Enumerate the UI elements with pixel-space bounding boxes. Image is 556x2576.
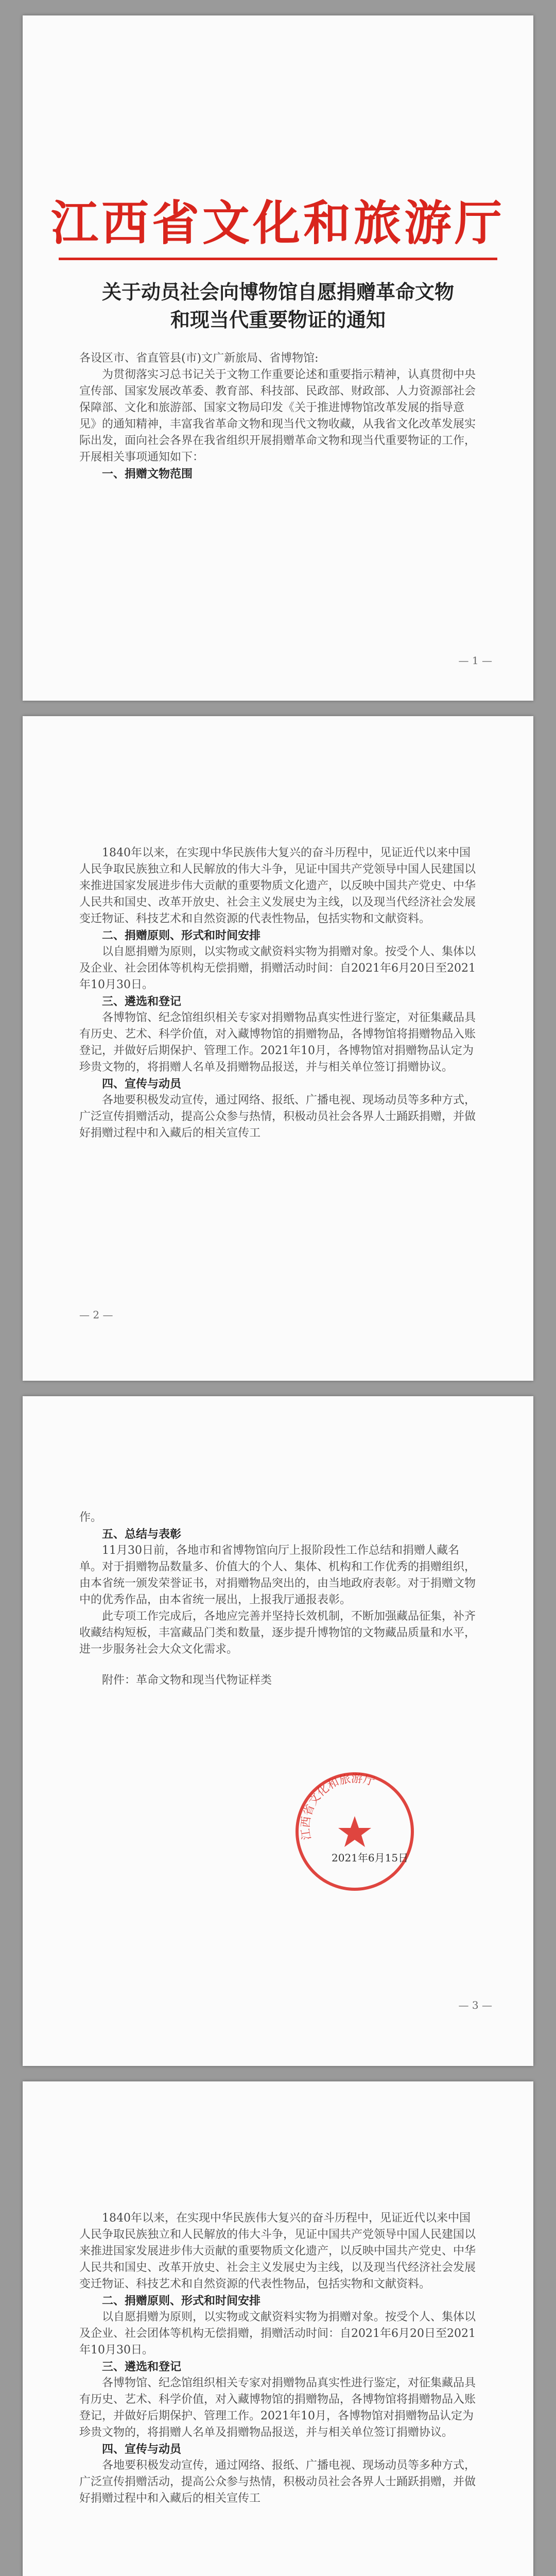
addressee-line: 各设区市、省直管县(市)文广新旅局、省博物馆: [79, 352, 319, 365]
document-page-2 [23, 716, 533, 1381]
longterm-paragraph: 此专项工作完成后，各地应完善并坚持长效机制，不断加强藏品征集，补齐收藏结构短板，丰富藏品门类和数量，逐步提升博物馆的文物藏品质量和水平，进一步服务社会大众文化需求。 [79, 1610, 476, 1656]
summary-paragraph: 11月30日前，各地市和省博物馆向厅上报阶段性工作总结和捐赠人藏名单。对于捐赠物品数量多、价值大的个人、集体、机构和工作优秀的捐赠组织，由本省统一颁发荣誉证书，对捐赠物品突出的，由当地政府表彰。对于捐赠文物中的优秀作品，由本省统一展出，上报我厅通报表彰。 [79, 1544, 476, 1606]
document-page-1 [23, 15, 533, 701]
section-2-heading: 二、捐赠原则、形式和时间安排 [102, 929, 261, 942]
principles-paragraph: 以自愿捐赠为原则，以实物或文献资料实物为捐赠对象。按受个人、集体以及企业、社会团体等机构无偿捐赠，捐赠活动时间：自2021年6月20日至2021年10月30日。 [79, 2311, 476, 2357]
section-4-heading: 四、宣传与动员 [102, 2443, 182, 2456]
page-number: — 1 — [458, 654, 492, 667]
continued-text: 作。 [79, 1511, 102, 1524]
seal-text: 江西省文化和旅游厅 [299, 1772, 376, 1841]
page-1-body [79, 350, 481, 482]
selection-paragraph: 各博物馆、纪念馆组织相关专家对捐赠物品真实性进行鉴定，对征集藏品具有历史、艺术、科学价值，对入藏博物馆的捐赠物品，各博物馆将捐赠物品入账登记，并做好后期保护、管理工作。2021年10月，各博物馆对捐赠物品认定为珍贵文物的，将捐赠人名单及捐赠物品报送，并与相关单位签订捐赠协议。 [79, 1011, 476, 1074]
section-2-heading: 二、捐赠原则、形式和时间安排 [102, 2294, 261, 2308]
notice-title-line-1: 关于动员社会向博物馆自愿捐赠革命文物 [101, 280, 454, 303]
scope-paragraph: 1840年以来，在实现中华民族伟大复兴的奋斗历程中，见证近代以来中国人民争取民族独立和人民解放的伟大斗争，见证中国共产党领导中国人民建国以来推进国家发展进步伟大贡献的重要物质文化遗产，以反映中国共产党史、中华人民共和国史、改革开放史、社会主义发展史为主线，以及现当代经济社会发展变迁物证、科技艺术和自然资源的代表性物品，包括实物和文献资料。 [79, 2212, 476, 2291]
page-4-body [79, 2210, 481, 2507]
notice-title [54, 278, 502, 334]
header-red-rule [59, 258, 497, 260]
notice-title-line-2: 和现当代重要物证的通知 [170, 308, 386, 331]
page-number: — 3 — [458, 1999, 492, 2011]
principles-paragraph: 以自愿捐赠为原则，以实物或文献资料实物为捐赠对象。按受个人、集体以及企业、社会团体等机构无偿捐赠，捐赠活动时间：自2021年6月20日至2021年10月30日。 [79, 945, 476, 991]
official-seal-stamp [290, 1767, 419, 1896]
page-number: — 2 — [79, 1309, 113, 1321]
signature-date: 2021年6月15日 [332, 1852, 409, 1864]
document-page-4 [23, 2081, 533, 2576]
section-3-heading: 三、遴选和登记 [102, 995, 182, 1008]
attachment-line: 附件：革命文物和现当代物证样类 [102, 1674, 272, 1687]
section-5-heading: 五、总结与表彰 [102, 1528, 182, 1541]
publicity-paragraph: 各地要积极发动宣传，通过网络、报纸、广播电视、现场动员等多种方式，广泛宣传捐赠活动，提高公众参与热情，积极动员社会各界人士踊跃捐赠，并做好捐赠过程中和入藏后的相关宣传工 [79, 2459, 476, 2505]
intro-paragraph: 为贯彻落实习总书记关于文物工作重要论述和重要指示精神，认真贯彻中央宣传部、国家发展改革委、教育部、科技部、民政部、财政部、人力资源部社会保障部、文化和旅游部、国家文物局印发《关于推进博物馆改革发展的指导意见》的通知精神，丰富我省革命文物和现当代文物收藏，从我省文化改革发展实际出发，面向社会各界在我省组织开展捐赠革命文物和现当代重要物证的工作，开展相关事项通知如下： [79, 368, 476, 464]
scope-paragraph: 1840年以来，在实现中华民族伟大复兴的奋斗历程中，见证近代以来中国人民争取民族独立和人民解放的伟大斗争，见证中国共产党领导中国人民建国以来推进国家发展进步伟大贡献的重要物质文化遗产，以反映中国共产党史、中华人民共和国史、改革开放史、社会主义发展史为主线，以及现当代经济社会发展变迁物证、科技艺术和自然资源的代表性物品，包括实物和文献资料。 [79, 846, 476, 925]
section-4-heading: 四、宣传与动员 [102, 1077, 182, 1091]
section-3-heading: 三、遴选和登记 [102, 2360, 182, 2374]
document-page-3 [23, 1396, 533, 2066]
section-1-heading: 一、捐赠文物范围 [102, 467, 193, 481]
selection-paragraph: 各博物馆、纪念馆组织相关专家对捐赠物品真实性进行鉴定，对征集藏品具有历史、艺术、科学价值，对入藏博物馆的捐赠物品，各博物馆将捐赠物品入账登记，并做好后期保护、管理工作。2021年10月，各博物馆对捐赠物品认定为珍贵文物的，将捐赠人名单及捐赠物品报送，并与相关单位签订捐赠协议。 [79, 2377, 476, 2439]
issuer-header-title: 江西省文化和旅游厅 [50, 195, 505, 251]
publicity-paragraph: 各地要积极发动宣传，通过网络、报纸、广播电视、现场动员等多种方式，广泛宣传捐赠活动，提高公众参与热情，积极动员社会各界人士踊跃捐赠，并做好捐赠过程中和入藏后的相关宣传工 [79, 1094, 476, 1140]
page-2-body [79, 845, 481, 1142]
page-3-body [79, 1510, 481, 1689]
